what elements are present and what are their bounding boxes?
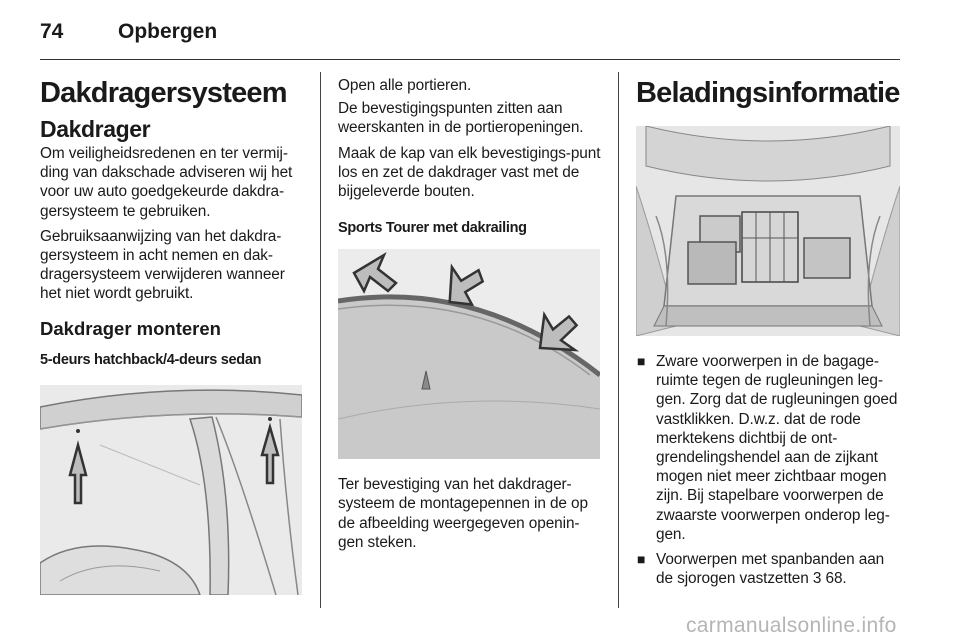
column-2 [338,76,604,552]
column-3 [636,76,902,588]
list-item [636,352,902,544]
figure-roof-rail [338,249,600,459]
figure-luggage-compartment [636,126,900,336]
loading-tips-list [636,352,902,588]
header-rule [40,59,900,60]
chapter-title-loading: Beladingsinformatie [636,77,900,109]
column-divider-2 [618,72,619,608]
chapter-title: Dakdragersysteem [40,77,287,109]
list-item-text: Zware voorwerpen in de bagage-ruimte tegen de rugleuningen leg-gen. Zorg dat de rugleuningen goed vastklikken. D.w.z. dat de rode merktekens dichtbij de ont-grendelingshendel aan de zijkant mogen niet meer zichtbaar mogen zijn. Bij stapelbare voorwerpen de zwaarste voorwerpen onderop leg-gen. [656,353,898,543]
page-reference-icon: 3 [812,570,822,588]
heading-mounting: Dakdrager monteren [40,317,221,339]
column-1 [40,76,306,595]
paragraph-safety: Om veiligheidsredenen en ter vermij-ding van dakschade adviseren wij het voor uw auto goedgekeurde dakdra-gersysteem te gebruiken. [40,145,293,220]
page-reference-link[interactable]: 68. [825,570,847,588]
heading-hatchback-sedan: 5-deurs hatchback/4-deurs sedan [40,351,262,368]
paragraph-instructions: Gebruiksaanwijzing van het dakdra-gersysteem in acht nemen en dak-dragersysteem verwijderen wanneer het niet wordt gebruikt. [40,227,285,303]
figure-roof-attachment-points [40,385,302,595]
bullet-marker: ■ [637,353,646,369]
heading-sports-tourer: Sports Tourer met dakrailing [338,220,527,237]
paragraph-mounting-pins: Ter bevestiging van het dakdrager-systeem de montagepennen in de op de afbeelding weergegeven openin-gen steken. [338,476,588,551]
column-divider-1 [320,72,321,608]
paragraph-attachment-points: De bevestigingspunten zitten aan weerskanten in de portieropeningen. [338,100,584,137]
roof-rail-illustration [338,249,600,459]
list-item-text: Voorwerpen met spanbanden aan de sjorogen vastzetten [656,551,885,588]
bullet-marker: ■ [637,551,646,568]
roof-door-illustration [40,385,302,595]
paragraph-open-doors: Open alle portieren. [338,77,472,94]
watermark: carmanualsonline.info [686,614,897,637]
subsection-title: Dakdrager [40,116,151,142]
list-item [636,550,902,588]
page-number: 74 [40,20,64,43]
paragraph-fix-carrier: Maak de kap van elk bevestigings-punt los en zet de dakdrager vast met de bijgeleverde bouten. [338,144,601,201]
luggage-illustration [636,126,900,336]
section-title: Opbergen [118,20,218,43]
